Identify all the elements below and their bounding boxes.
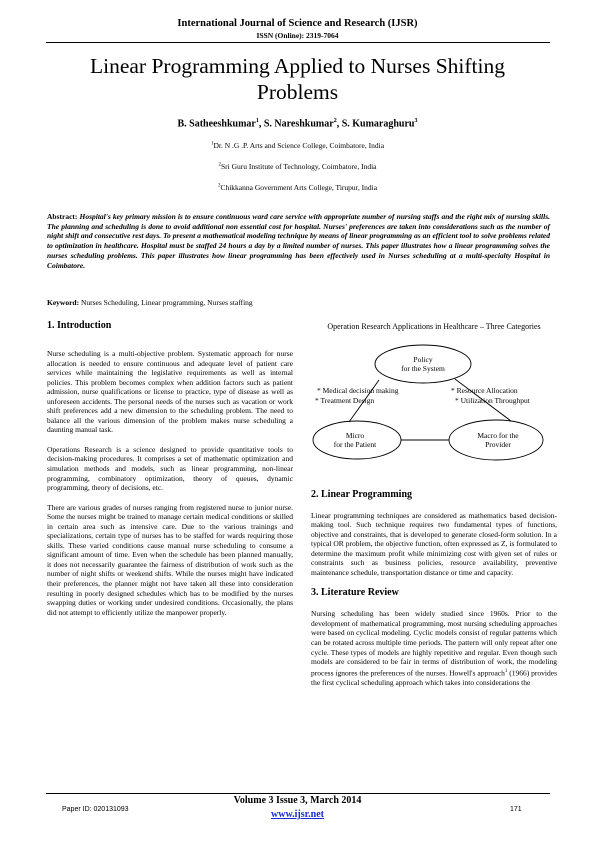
abstract-label: Abstract: [47,212,78,221]
abstract [47,212,550,270]
lp-paragraph-1: Linear programming techniques are considered as mathematics based decision-making tool. Such technique requires two fundamental types of functions, objective and constraints, that is developed to generate closed-form solution. In a typical OR problem, the objective function, often expressed as Z, is formulated to determine the maximum profit while minimizing cost with given set of rules or constraints such as business policies, resource availability, preventive maintenance schedule, transportation distance or time and capacity. [311,510,557,577]
left-label-2: * Treatment Design [315,396,375,405]
abstract-text: Hospital's key primary mission is to ensure continuous ward care service with appropriate number of nursing staffs and the right mix of nursing skills. The planning and scheduling is done to avoid additional non essential cost for hospital. Nurses' preferences are taken into considerations such as the number of night shift and consecutive rest days. To present a mathematical modeling technique by means of linear programming as an efficient tool to solve problems related to optimization in healthcare. Hospital must be staffed 24 hours a day by a limited number of nurses. This paper illustrates how a linear programming solves the nurses scheduling problems. This paper illustrates how linear programming has been effectively used in Nurses scheduling at a multi-specialty Hospital in Coimbatore. [47,212,551,270]
section-heading-literature-review: 3. Literature Review [311,587,399,599]
affiliation-2-text: Sri Guru Institute of Technology, Coimbatore, India [221,162,377,171]
figure-caption: Operation Research Applications in Healthcare – Three Categories [327,322,541,331]
right-label-2: * Utilization Throughput [455,396,530,405]
lit-paragraph-1 [311,609,557,687]
right-column [311,322,557,697]
author-list: B. Satheeshkumar$^1$, S. Nareshkumar$^2$, S. Kumaraghuru$^3$ [177,118,418,130]
intro-paragraph-3: There are various grades of nurses ranging from registered nurse to junior nurse. Some the nurses might be trained to manage certain medical conditions or skilled in certain area such as intensive care. Due to the various trainings and specializations, certain type of nurses has to be staffed for wards requiring those skills. These varied conditions cause manual nurse scheduling to consume a significant amount of time. Even when the schedule has been planned manually, it does not necessarily guarantee the fairness of distribution of work such as the number of night shifts or weekend shifts. While the nurses might have indicated their preferences, the planner might not have taken all these into consideration resulting in poorly designed schedules which has to be modified by the nurses swapping duties or working under undesired conditions. Occasionally, the plans did not attempt to efficiently utilize the manpower properly. [47,502,293,617]
keyword-text: Nurses Scheduling, Linear programming, Nurses staffing [80,298,253,307]
author-2-sup: 2 [333,118,337,124]
paper-title-line1: Linear Programming Applied to Nurses Shifting [89,54,506,78]
lit-text-a: Nursing scheduling has been widely studied since 1960s. Prior to the development of mathematical programming, most nursing scheduling approaches were based on cyclical modeling. Cyclic models consist of regular patterns which can be rotated across multiple time periods. The pattern will only repeat after one cycle. These types of models are highly repetitive and regular. Even though such models are considered to be fair in terms of distribution of work, the modeling process ignores the preferences of the nurses. Howell's approach [311,609,557,678]
lit-text-b: (1966) provides the first cyclical scheduling approach which takes into considerations the [311,668,558,687]
author-1: B. Satheeshkumar [177,118,256,130]
affiliation-3-text: Chikkanna Government Arts College, Tirupur, India [220,183,378,192]
macro-node-line1: Macro for the [477,431,519,440]
left-label-1: * Medical decision making [317,386,399,395]
section-heading-linear-programming: 2. Linear Programming [311,488,413,500]
footer-paper-id: Paper ID: 020131093 [62,806,129,813]
paper-title [40,53,555,105]
figure-or-applications [311,336,557,479]
affiliation-3-sup: 3 [217,183,221,189]
footer-rule [46,793,550,794]
intro-paragraph-2: Operations Research is a science designed to provide quantitative tools to decision-making procedures. It comprises a set of mathematic optimization and simulation methods and models, such as linear programming, non-linear programming, combinatory optimization, theory of queues, dynamic programming, theory of decisions, etc. [47,444,293,493]
author-1-sup: 1 [255,118,259,124]
section-heading-introduction: 1. Introduction [47,320,112,331]
footer-website-link[interactable]: www.ijsr.net [271,809,324,820]
author-3: S. Kumaraghuru [341,118,415,130]
micro-node-line2: for the Patient [333,440,377,449]
macro-node-line2: Provider [485,440,511,449]
affiliation-1-text: Dr. N .G .P. Arts and Science College, Coimbatore, India [213,141,385,150]
right-label-1: * Resource Allocation [451,386,518,395]
footer-page-number: 171 [510,806,522,813]
affiliation-2 [0,162,595,171]
keywords [47,298,550,307]
intro-paragraph-1: Nurse scheduling is a multi-objective problem. Systematic approach for nurse allocation is needed to ensure continuous and adequate level of patient care services while maintaining the legislative requirements as well as internal policies. This problem becomes complex when addition factors such as patient admission, nurse qualifications or license to practice, type of disease as well as unforeseen accidents. The personal needs of the nurses such as vacation or work shift preferences add a new dimension to the scheduling problem. The need to balance all the various dimension of the problem makes nurse scheduling a daunting manual task. [47,349,293,435]
policy-node-line2: for the System [401,364,445,373]
journal-issn: ISSN (Online): 2319-7064 [256,31,339,40]
author-3-sup: 3 [414,118,418,124]
footer-volume: Volume 3 Issue 3, March 2014 [233,795,362,806]
header-rule [46,42,550,43]
affiliation-3 [0,183,595,192]
micro-node-line1: Micro [345,431,365,440]
citation-sup: 1 [504,668,508,674]
affiliation-1-sup: 1 [210,141,214,147]
affiliation-2-sup: 2 [218,162,221,168]
journal-title: International Journal of Science and Research (IJSR) [177,18,418,29]
paper-title-line2: Problems [256,80,339,104]
policy-node-line1: Policy [413,355,433,364]
affiliation-1 [0,141,595,150]
author-2: S. Nareshkumar [263,118,334,130]
left-column [47,320,293,627]
figure-diagram [311,336,557,476]
keyword-label: Keyword: [47,298,80,307]
